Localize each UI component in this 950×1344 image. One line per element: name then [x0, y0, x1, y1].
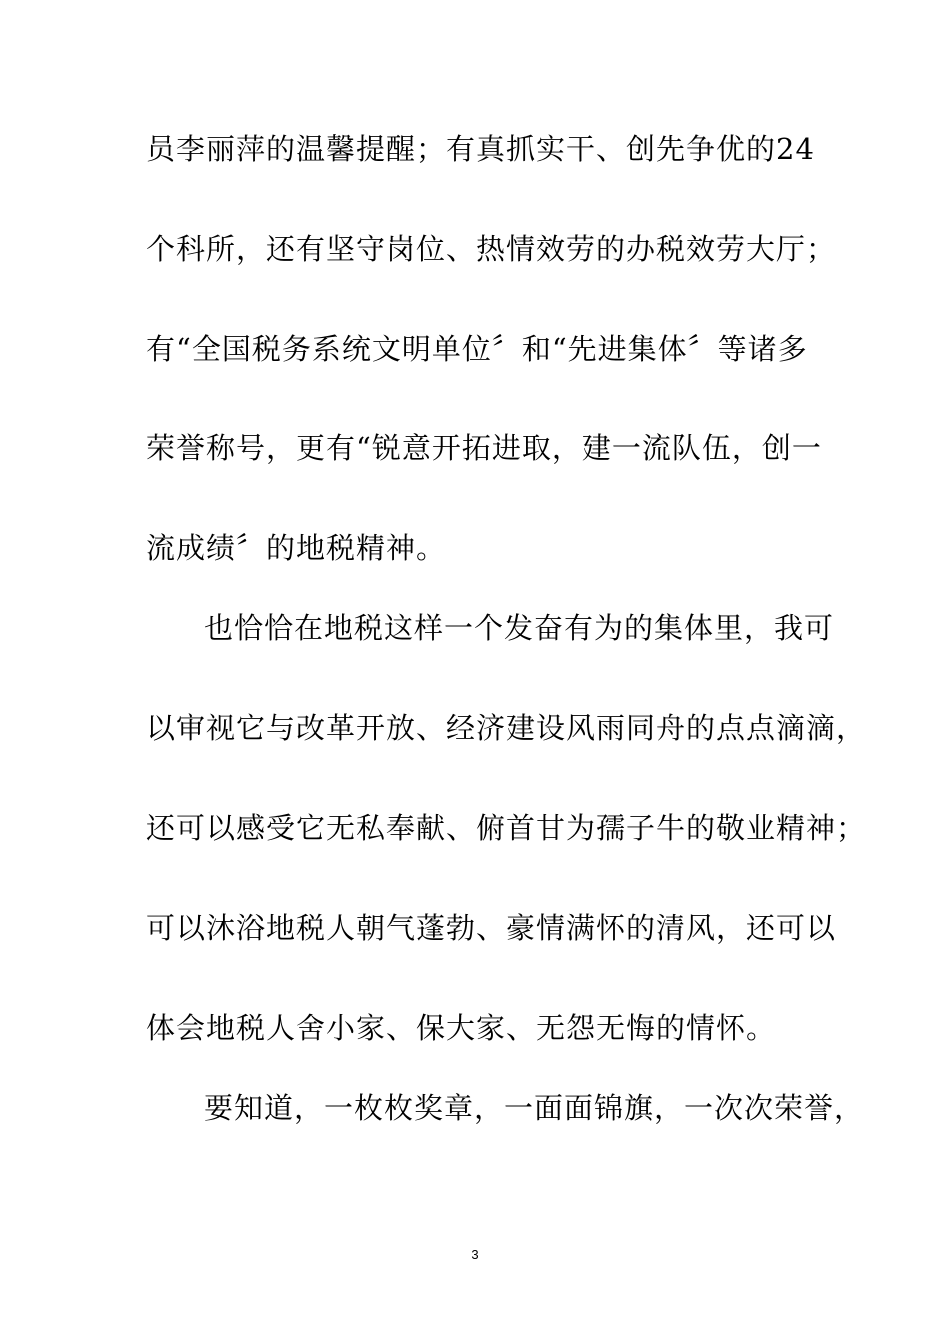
paragraph-first-line: 也恰恰在地税这样一个发奋有为的集体里，我可 [204, 611, 835, 645]
text-line: 个科所，还有坚守岗位、热情效劳的办税效劳大厅； [146, 232, 837, 266]
text-line: 流成绩〞的地税精神。 [146, 531, 447, 565]
text-line: 还可以感受它无私奉献、俯首甘为孺子牛的敬业精神； [146, 811, 867, 845]
page-number: 3 [471, 1247, 479, 1262]
text-line: 员李丽萍的温馨提醒；有真抓实干、创先争优的24 [146, 132, 815, 166]
text-line: 以审视它与改革开放、经济建设风雨同舟的点点滴滴， [146, 711, 867, 745]
text-line: 可以沐浴地税人朝气蓬勃、豪情满怀的清风，还可以 [146, 911, 837, 945]
text-line: 体会地税人舍小家、保大家、无怨无悔的情怀。 [146, 1011, 777, 1045]
text-line: 有“全国税务系统文明单位〞和“先进集体〞等诸多 [146, 332, 808, 366]
paragraph-first-line: 要知道，一枚枚奖章，一面面锦旗，一次次荣誉， [204, 1091, 865, 1125]
text-line: 荣誉称号，更有“锐意开拓进取，建一流队伍，创一 [146, 431, 822, 465]
